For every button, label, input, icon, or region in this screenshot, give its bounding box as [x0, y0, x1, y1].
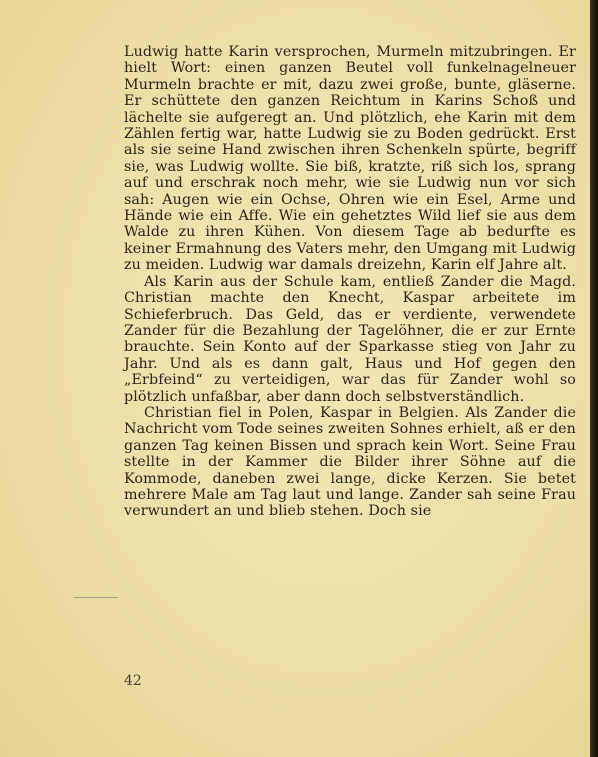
- paragraph-2: Als Karin aus der Schule kam, entließ Zander die Magd. Christian machte den Knecht, Kaspar arbeitete im Schieferbruch. Das Geld, das er verdiente, verwendete Zander für die Bezahlung der Tagelöhner, die er zur Ernte brauchte. Sein Konto auf der Sparkasse stieg von Jahr zu Jahr. Und als es dann galt, Haus und Hof gegen den „Erbfeind“ zu verteidigen, war das für Zander wohl so plötzlich unfaßbar, aber dann doch selbstverständlich.: [124, 273, 576, 405]
- page-number: 42: [124, 673, 142, 689]
- paragraph-3: Christian fiel in Polen, Kaspar in Belgien. Als Zander die Nachricht vom Tode seines zweiten Sohnes erhielt, aß er den ganzen Tag keinen Bissen und sprach kein Wort. Seine Frau stellte in der Kammer die Bilder ihrer Söhne auf die Kommode, daneben zwei lange, dicke Kerzen. Sie betet mehrere Male am Tag laut und lange. Zander sah seine Frau verwundert an und blieb stehen. Doch sie: [124, 404, 576, 520]
- body-text: [124, 44, 576, 520]
- margin-pencil-mark: [74, 597, 118, 598]
- page-edge-shadow: [590, 0, 598, 757]
- paragraph-1: Ludwig hatte Karin versprochen, Murmeln mitzubringen. Er hielt Wort: einen ganzen Beutel voll funkelnagelneuer Murmeln brachte er mit, dazu zwei große, bunte, gläserne. Er schüttete den ganzen Reichtum in Karins Schoß und lächelte sie aufgeregt an. Und plötzlich, ehe Karin mit dem Zählen fertig war, hatte Ludwig sie zu Boden gedrückt. Erst als sie seine Hand zwischen ihren Schenkeln spürte, begriff sie, was Ludwig wollte. Sie biß, kratzte, riß sich los, sprang auf und erschrak noch mehr, wie sie Ludwig nun vor sich sah: Augen wie ein Ochse, Ohren wie ein Esel, Arme und Hände wie ein Affe. Wie ein gehetztes Wild lief sie aus dem Walde zu ihren Kühen. Von diesem Tage ab bedurfte es keiner Ermahnung des Vaters mehr, den Umgang mit Ludwig zu meiden. Ludwig war damals dreizehn, Karin elf Jahre alt.: [124, 44, 576, 274]
